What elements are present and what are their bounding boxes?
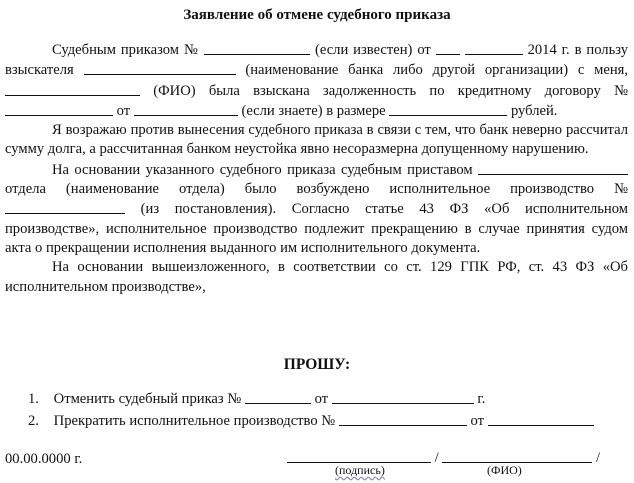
blank-order-number-2[interactable] (245, 389, 311, 404)
document-body (5, 40, 628, 297)
list-text: г. (477, 391, 486, 407)
list-text: Отменить судебный приказ № (53, 391, 242, 407)
blank-debtor-name[interactable] (5, 81, 140, 96)
list-text: от (470, 413, 485, 429)
blank-proceeding-date[interactable] (488, 411, 594, 426)
blank-bailiff[interactable] (478, 160, 628, 175)
blank-month[interactable] (465, 40, 523, 55)
signature-row (287, 448, 600, 467)
list-item (28, 388, 594, 410)
document-date: 00.00.0000 г. (5, 451, 83, 467)
text-segment: 2014 г. в пользу взыскателя (5, 42, 628, 79)
blank-proceeding-number-2[interactable] (339, 411, 467, 426)
text-segment: На основании указанного судебного приказа судебным приставом (52, 161, 473, 178)
text-segment: (из постановления). Согласно статье 43 ФЗ «Об исполнительном производстве», исполнительное производство подлежит прекращению в случае принятия судом акта о прекращении исполнения выданного им исполнительного документа. (5, 201, 628, 256)
paragraph-grounds: На основании вышеизложенного, в соответствии со ст. 129 ГПК РФ, ст. 43 ФЗ «Об исполнительном производстве», (5, 259, 628, 295)
blank-contract-date[interactable] (134, 101, 238, 116)
name-label: (ФИО) (487, 463, 522, 477)
request-heading: ПРОШУ: (283, 356, 351, 373)
blank-proceeding-number[interactable] (5, 199, 125, 214)
blank-amount[interactable] (389, 101, 507, 116)
text-segment: Судебным приказом № (52, 42, 200, 58)
text-segment: (наименование банка либо другой организации) с меня, (245, 62, 628, 79)
blank-signature[interactable] (287, 448, 431, 463)
list-item (28, 410, 594, 432)
list-text: от (314, 391, 329, 407)
text-segment: (если известен) от (315, 42, 431, 58)
text-segment: отдела (наименование отдела) было возбуждено исполнительное производство № (5, 181, 628, 198)
blank-order-date[interactable] (332, 389, 474, 404)
signature-label (335, 463, 385, 477)
list-number: 2. (28, 413, 39, 429)
text-segment: от (116, 102, 131, 119)
blank-creditor[interactable] (84, 60, 236, 75)
signature-label-text: (подпись) (335, 463, 385, 477)
document-title: Заявление об отмене судебного приказа (183, 7, 451, 23)
blank-full-name[interactable] (442, 448, 592, 463)
blank-contract-number[interactable] (5, 101, 113, 116)
paragraph-objection: Я возражаю против вынесения судебного приказа в связи с тем, что банк неверно рассчитал сумму долга, а рассчитанная банком неустойка явно несоразмерна допущенному нарушению. (5, 122, 628, 158)
list-text: Прекратить исполнительное производство № (53, 413, 336, 429)
text-segment: (ФИО) была взыскана задолженность по кредитному договору № (153, 82, 628, 99)
blank-day[interactable] (436, 40, 460, 55)
signature-separator: / (596, 450, 601, 466)
signature-separator: / (434, 450, 439, 466)
paragraph-enforcement (5, 160, 628, 258)
paragraph-court-order (5, 40, 628, 121)
list-number: 1. (28, 391, 39, 407)
request-list (28, 388, 594, 432)
blank-order-number[interactable] (204, 40, 310, 55)
text-segment: рублей. (510, 102, 558, 119)
text-segment: (если знаете) в размере (241, 102, 386, 119)
